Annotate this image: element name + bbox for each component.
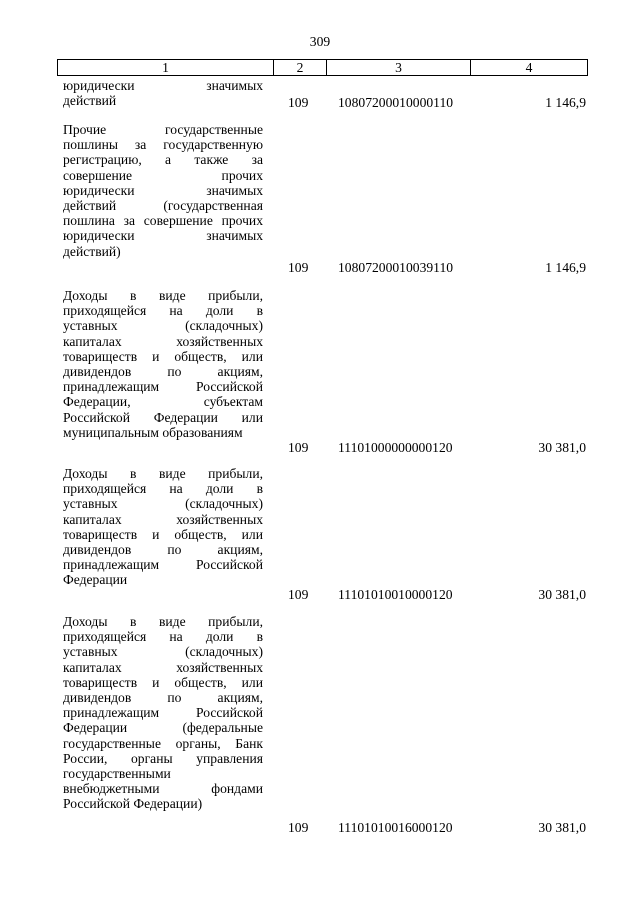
row-col-2: 109 <box>288 260 309 275</box>
row-col-2: 109 <box>288 95 309 110</box>
row-description: Доходы в виде прибыли, приходящейся на доли в уставных (складочных) капиталах хозяйственных товариществ и обществ, или дивидендов по акциям, принадлежащим Российской Федерации <box>63 466 263 588</box>
row-col-4: 30 381,0 <box>538 820 586 835</box>
page-number: 309 <box>309 34 331 49</box>
row-col-4: 30 381,0 <box>538 440 586 455</box>
row-col-3: 11101000000000120 <box>338 440 453 455</box>
row-col-4: 30 381,0 <box>538 587 586 602</box>
row-col-3: 11101010016000120 <box>338 820 453 835</box>
row-description: Доходы в виде прибыли, приходящейся на доли в уставных (складочных) капиталах хозяйственных товариществ и обществ, или дивидендов по акциям, принадлежащим Российской Федерации, субъектам Российской Федерации или муниципальным образованиям <box>63 288 263 440</box>
row-col-3: 11101010010000120 <box>338 587 453 602</box>
row-col-4: 1 146,9 <box>545 95 586 110</box>
header-col-1: 1 <box>58 60 274 75</box>
row-description: юридически значимых действий <box>63 78 263 109</box>
header-col-2: 2 <box>274 60 327 75</box>
table-header <box>57 59 588 76</box>
row-col-3: 10807200010000110 <box>338 95 454 110</box>
row-col-2: 109 <box>288 440 309 455</box>
row-description: Доходы в виде прибыли, приходящейся на доли в уставных (складочных) капиталах хозяйственных товариществ и обществ, или дивидендов по акциям, принадлежащим Российской Федерации (федеральные государственные органы, Банк России, органы управления государственными внебюджетными фондами Российской Федерации) <box>63 614 263 812</box>
row-col-3: 10807200010039110 <box>338 260 454 275</box>
header-col-4: 4 <box>525 60 533 75</box>
row-col-2: 109 <box>288 820 309 835</box>
row-col-2: 109 <box>288 587 309 602</box>
row-col-4: 1 146,9 <box>545 260 586 275</box>
header-col-3: 3 <box>327 60 471 75</box>
row-description: Прочие государственные пошлины за государственную регистрацию, а также за совершение прочих юридически значимых действий (государственная пошлина за совершение прочих юридически значимых действий) <box>63 122 263 259</box>
